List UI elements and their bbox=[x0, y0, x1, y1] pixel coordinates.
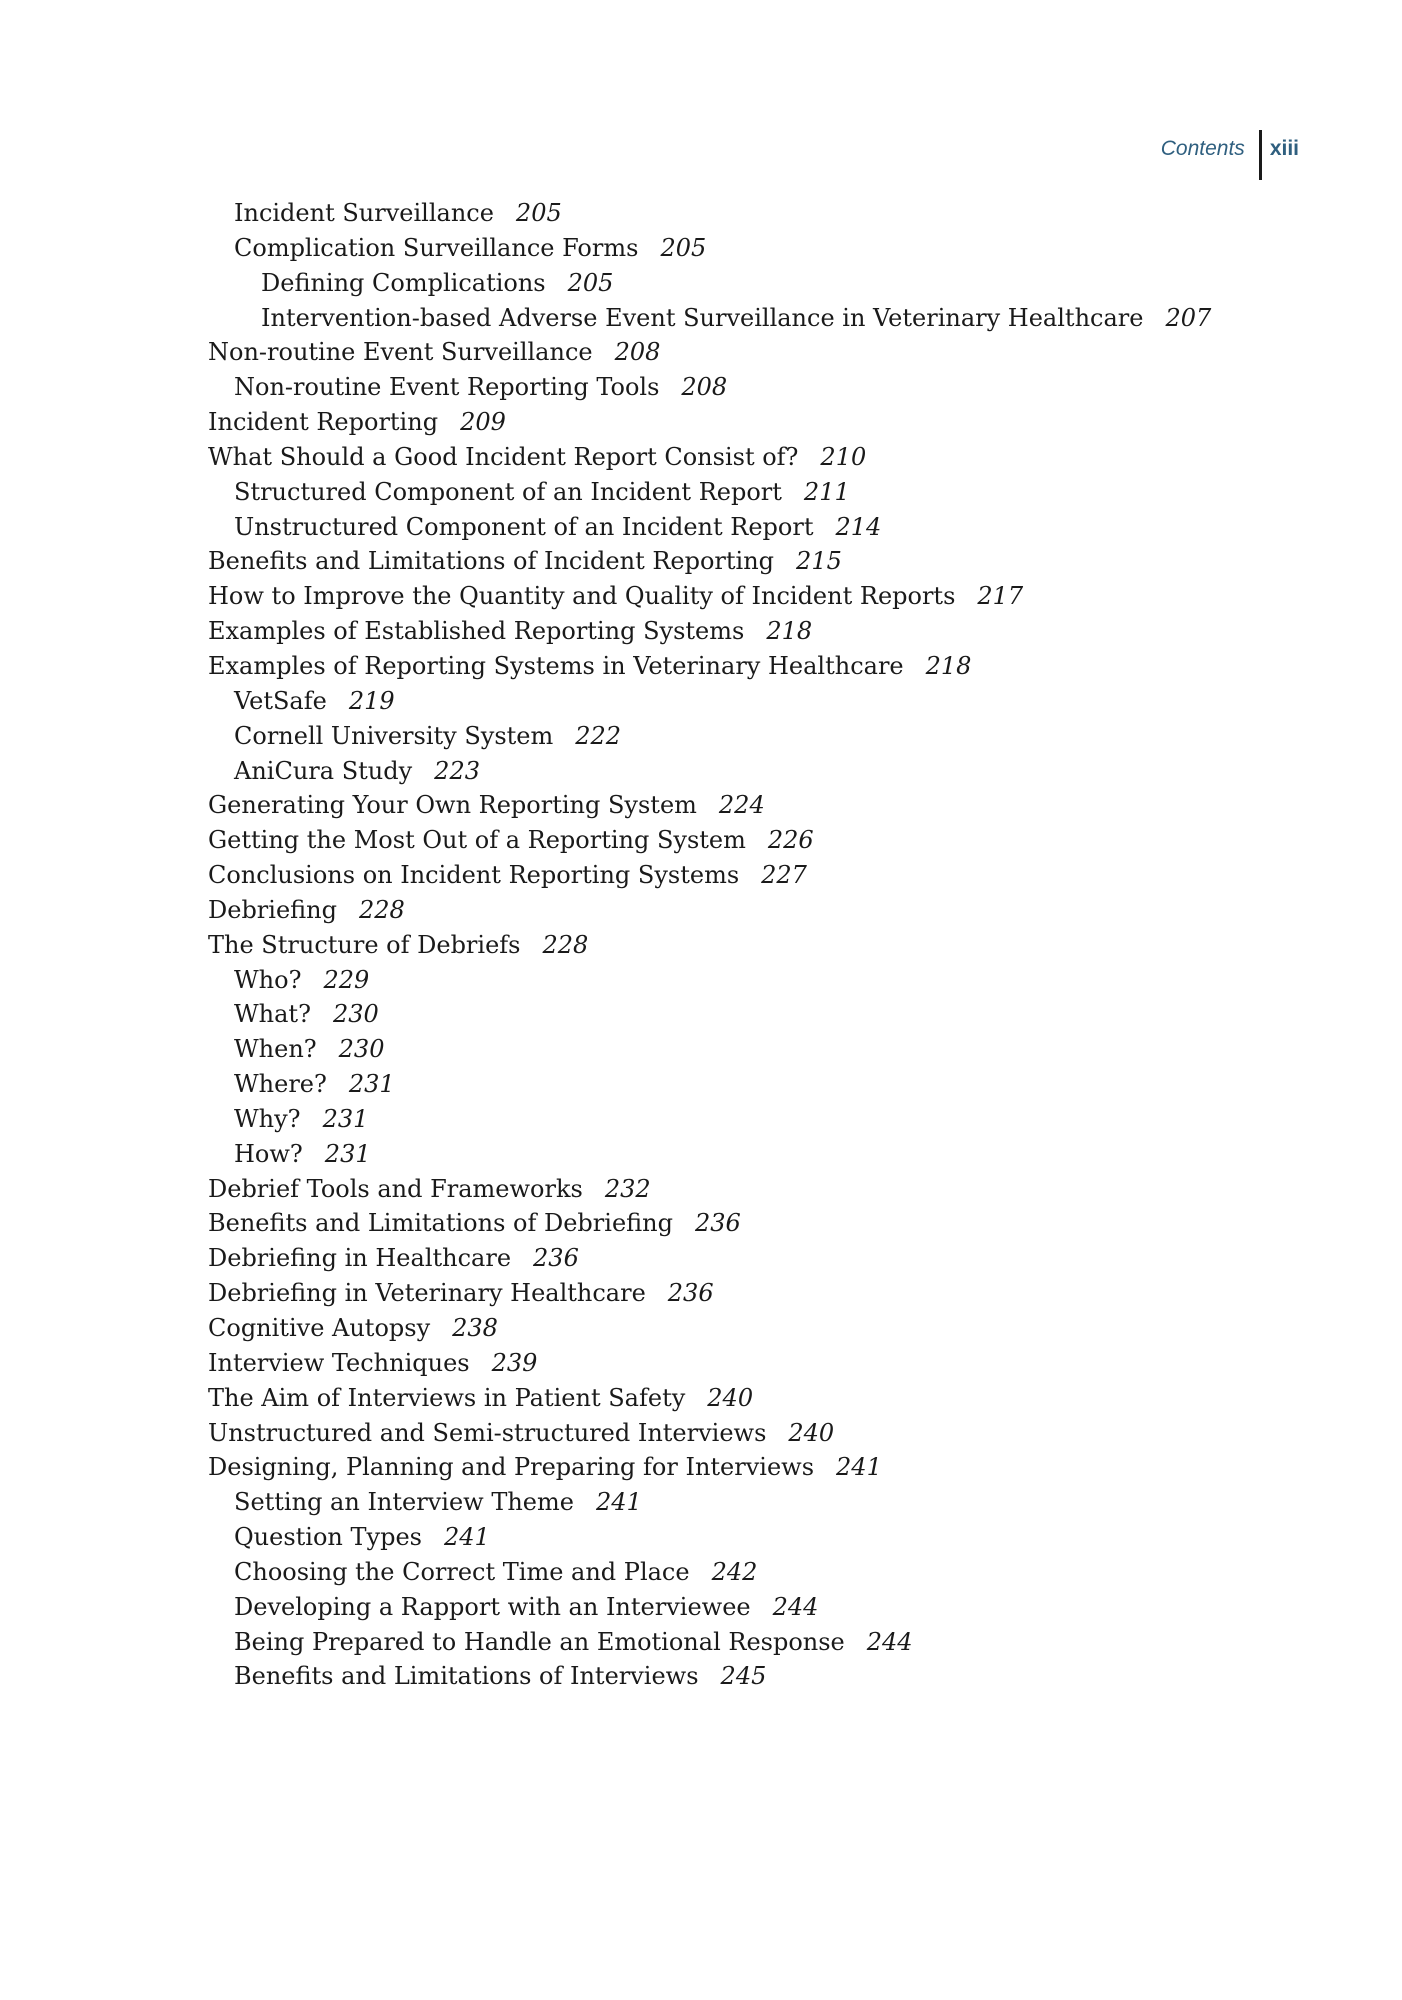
toc-entry bbox=[208, 1276, 1322, 1311]
toc-entry-title: Benefits and Limitations of Interviews bbox=[234, 1662, 699, 1691]
toc-entry bbox=[208, 196, 1322, 231]
toc-entry-page: 240 bbox=[707, 1383, 754, 1412]
toc-entry bbox=[208, 963, 1322, 998]
toc-entry-title: AniCura Study bbox=[234, 756, 413, 785]
toc-entry-page: 224 bbox=[718, 791, 765, 820]
toc-entry-title: Incident Reporting bbox=[208, 408, 439, 437]
toc-entry-page: 236 bbox=[694, 1209, 741, 1238]
toc-entry-page: 215 bbox=[796, 547, 842, 576]
toc-entry-title: Structured Component of an Incident Report bbox=[234, 477, 782, 506]
toc-entry-title: The Aim of Interviews in Patient Safety bbox=[208, 1383, 686, 1412]
toc-entry-title: Question Types bbox=[234, 1523, 422, 1552]
toc-entry-title: Setting an Interview Theme bbox=[234, 1488, 574, 1517]
toc-entry-title: Cognitive Autopsy bbox=[208, 1314, 431, 1342]
toc-entry bbox=[208, 719, 1322, 754]
toc-entry-page: 211 bbox=[803, 477, 850, 506]
toc-entry-title: Who? bbox=[234, 965, 302, 994]
toc-entry bbox=[208, 788, 1322, 823]
toc-entry-title: Debrief Tools and Frameworks bbox=[208, 1174, 583, 1203]
toc-entry-title: Defining Complications bbox=[261, 268, 546, 297]
toc-entry bbox=[208, 1172, 1322, 1207]
toc-entry bbox=[208, 1520, 1322, 1555]
toc-entry-page: 228 bbox=[359, 895, 405, 924]
toc-entry bbox=[208, 1206, 1322, 1241]
toc-entry-title: Cornell University System bbox=[234, 721, 554, 750]
toc-entry-title: Benefits and Limitations of Debriefing bbox=[208, 1209, 673, 1238]
toc-entry-title: When? bbox=[234, 1035, 317, 1064]
toc-entry-title: Conclusions on Incident Reporting Systems bbox=[208, 861, 740, 890]
toc-entry-page: 214 bbox=[835, 512, 882, 541]
toc-entry-title: Why? bbox=[234, 1104, 301, 1133]
toc-entry-page: 241 bbox=[595, 1488, 642, 1517]
toc-entry-page: 244 bbox=[772, 1592, 819, 1621]
toc-entry-page: 231 bbox=[348, 1070, 395, 1099]
toc-entry bbox=[208, 997, 1322, 1032]
toc-entry-title: Developing a Rapport with an Interviewee bbox=[234, 1592, 751, 1621]
toc-entry-title: Non-routine Event Reporting Tools bbox=[234, 373, 660, 402]
toc-entry bbox=[208, 579, 1322, 614]
toc-entry-title: Where? bbox=[234, 1070, 327, 1099]
toc-entry-page: 205 bbox=[660, 233, 707, 262]
toc-entry-page: 238 bbox=[452, 1314, 498, 1342]
toc-entry-title: How to Improve the Quantity and Quality of Incident Reports bbox=[208, 582, 956, 611]
toc-entry bbox=[208, 649, 1322, 684]
toc-entry bbox=[208, 370, 1322, 405]
page-number: xiii bbox=[1269, 137, 1299, 160]
toc-entry-title: Examples of Reporting Systems in Veterinary Healthcare bbox=[208, 651, 904, 680]
toc-entry bbox=[208, 754, 1322, 789]
toc-entry-page: 241 bbox=[443, 1523, 490, 1552]
toc-entry bbox=[208, 510, 1322, 545]
toc-entry bbox=[208, 440, 1322, 475]
toc-entry-title: Non-routine Event Surveillance bbox=[208, 338, 593, 367]
toc-entry bbox=[208, 1485, 1322, 1520]
toc-entry-page: 229 bbox=[323, 965, 370, 994]
toc-entry-title: Unstructured and Semi-structured Interviews bbox=[208, 1418, 767, 1447]
toc-entry-title: Debriefing in Veterinary Healthcare bbox=[208, 1279, 646, 1308]
toc-entry bbox=[208, 1311, 1322, 1346]
toc-entry-title: Benefits and Limitations of Incident Reporting bbox=[208, 547, 775, 576]
toc-entry-page: 242 bbox=[711, 1557, 758, 1586]
toc-entry-page: 226 bbox=[767, 826, 814, 855]
toc-entry-title: What? bbox=[234, 1000, 311, 1029]
toc-entry-title: What Should a Good Incident Report Consist of? bbox=[208, 442, 799, 471]
toc-entry-title: Generating Your Own Reporting System bbox=[208, 791, 697, 820]
toc-entry-page: 218 bbox=[766, 617, 813, 646]
toc-entry bbox=[208, 1625, 1322, 1660]
toc-entry bbox=[208, 1416, 1322, 1451]
toc-entry bbox=[208, 858, 1322, 893]
toc-entry-page: 208 bbox=[681, 373, 728, 402]
toc-entry bbox=[208, 614, 1322, 649]
toc-entry-page: 205 bbox=[567, 268, 614, 297]
toc-entry-title: How? bbox=[234, 1139, 303, 1168]
toc-entry bbox=[208, 893, 1322, 928]
toc-entry-page: 236 bbox=[667, 1279, 714, 1308]
toc-entry-page: 231 bbox=[322, 1104, 369, 1133]
toc-entry-page: 230 bbox=[332, 1000, 379, 1029]
toc-entry-title: Intervention-based Adverse Event Surveillance in Veterinary Healthcare bbox=[261, 303, 1144, 332]
toc-entry bbox=[208, 1032, 1322, 1067]
toc-entry-title: Designing, Planning and Preparing for Interviews bbox=[208, 1453, 815, 1482]
toc-entry bbox=[208, 475, 1322, 510]
toc-entry-title: VetSafe bbox=[234, 686, 327, 715]
toc-entry-title: Getting the Most Out of a Reporting System bbox=[208, 826, 746, 855]
toc-entry-page: 244 bbox=[866, 1627, 913, 1656]
toc-entry-page: 217 bbox=[977, 582, 1024, 611]
toc-entry-page: 210 bbox=[820, 442, 867, 471]
toc-entry bbox=[208, 1450, 1322, 1485]
toc-entry-page: 241 bbox=[836, 1453, 882, 1482]
toc-entry-page: 209 bbox=[460, 408, 506, 437]
toc-entry bbox=[208, 1659, 1322, 1694]
toc-entry-title: Incident Surveillance bbox=[234, 199, 494, 227]
toc-entry-title: Complication Surveillance Forms bbox=[234, 233, 639, 262]
toc-entry bbox=[208, 1137, 1322, 1172]
toc-entry-title: Debriefing in Healthcare bbox=[208, 1244, 512, 1273]
toc-entry bbox=[208, 823, 1322, 858]
toc-entry bbox=[208, 1590, 1322, 1625]
toc-entry-title: Being Prepared to Handle an Emotional Response bbox=[234, 1627, 845, 1656]
toc-entry-page: 219 bbox=[348, 686, 395, 715]
toc-entry-page: 228 bbox=[542, 930, 589, 959]
toc-entry-page: 231 bbox=[324, 1139, 371, 1168]
toc-entry bbox=[208, 1102, 1322, 1137]
toc-entry-page: 230 bbox=[338, 1035, 385, 1064]
toc-entry bbox=[208, 928, 1322, 963]
toc-entry bbox=[208, 231, 1322, 266]
toc-entry-page: 240 bbox=[788, 1418, 835, 1447]
toc-entry-title: Choosing the Correct Time and Place bbox=[234, 1557, 690, 1586]
toc-entry bbox=[208, 1381, 1322, 1416]
toc-entry-title: The Structure of Debriefs bbox=[208, 930, 521, 959]
toc-entry-title: Unstructured Component of an Incident Report bbox=[234, 512, 814, 541]
toc-entry-page: 222 bbox=[575, 721, 622, 750]
toc-entry-page: 205 bbox=[515, 199, 562, 227]
toc-entry-page: 245 bbox=[720, 1662, 767, 1691]
toc-entry-page: 227 bbox=[761, 861, 807, 890]
toc-entry-title: Interview Techniques bbox=[208, 1348, 470, 1377]
toc-entry bbox=[208, 544, 1322, 579]
toc-entry-page: 236 bbox=[533, 1244, 579, 1273]
toc-entry bbox=[208, 1241, 1322, 1276]
toc-entry-page: 207 bbox=[1165, 303, 1212, 332]
toc-entry-page: 218 bbox=[925, 651, 972, 680]
toc-entry bbox=[208, 301, 1322, 336]
toc-entry bbox=[208, 405, 1322, 440]
table-of-contents bbox=[208, 196, 1322, 1694]
toc-entry bbox=[208, 684, 1322, 719]
running-head-section: Contents bbox=[1160, 137, 1245, 160]
toc-entry bbox=[208, 266, 1322, 301]
toc-entry-title: Examples of Established Reporting Systems bbox=[208, 617, 745, 646]
toc-entry-page: 232 bbox=[604, 1174, 651, 1203]
toc-entry bbox=[208, 1067, 1322, 1102]
toc-entry-title: Debriefing bbox=[208, 895, 337, 924]
toc-entry bbox=[208, 1555, 1322, 1590]
toc-entry-page: 239 bbox=[491, 1348, 538, 1377]
toc-entry bbox=[208, 335, 1322, 370]
toc-entry-page: 208 bbox=[614, 338, 661, 367]
toc-entry bbox=[208, 1346, 1322, 1381]
toc-entry-page: 223 bbox=[434, 756, 480, 785]
running-head bbox=[1161, 130, 1299, 180]
